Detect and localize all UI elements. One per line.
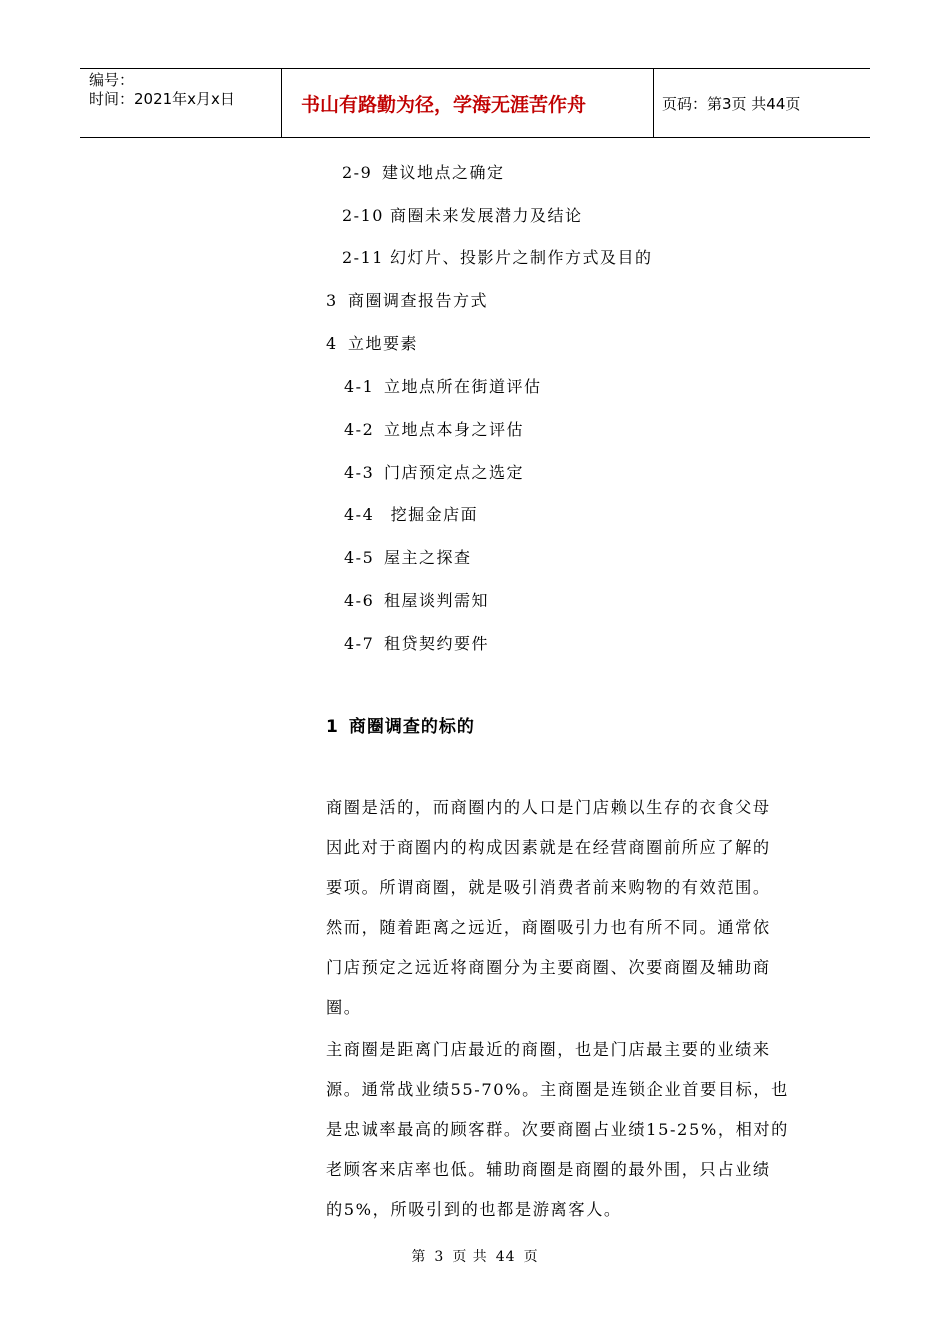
paragraph-line: 的5%，所吸引到的也都是游离客人。	[326, 1200, 622, 1219]
outline-item-number: 4-2	[344, 420, 375, 439]
paragraph-1	[326, 788, 816, 1028]
outline-item-text: 商圈未来发展潜力及结论	[390, 206, 583, 225]
outline-item	[326, 288, 488, 311]
paragraph-line: 源。通常战业绩55-70%。主商圈是连锁企业首要目标，也	[326, 1080, 789, 1099]
paragraph-line: 因此对于商圈内的构成因素就是在经营商圈前所应了解的	[326, 838, 771, 857]
outline-item-text: 立地点所在街道评估	[384, 377, 542, 396]
footer-mid: 页 共	[452, 1249, 488, 1265]
paragraph-line: 要项。所谓商圈，就是吸引消费者前来购物的有效范围。	[326, 878, 771, 897]
footer-page-number: 3	[434, 1249, 445, 1265]
outline-item	[342, 245, 653, 268]
outline-item	[344, 545, 472, 568]
outline-item-text: 租贷契约要件	[384, 634, 490, 653]
paragraph-line: 圈。	[326, 998, 362, 1017]
outline-item-number: 3	[326, 291, 338, 310]
footer-total-pages: 44	[495, 1249, 516, 1265]
outline-item	[342, 203, 583, 226]
header-page-label: 页码：第3页 共44页	[662, 94, 801, 113]
outline-item-text: 幻灯片、投影片之制作方式及目的	[390, 248, 653, 267]
outline-item-text: 立地点本身之评估	[384, 420, 525, 439]
outline-item-number: 2-9	[342, 163, 373, 182]
paragraph-line: 主商圈是距离门店最近的商圈，也是门店最主要的业绩来	[326, 1040, 771, 1059]
outline-item-text: 挖掘金店面	[384, 505, 479, 524]
header-meta	[80, 69, 281, 137]
paragraph-line: 商圈是活的，而商圈内的人口是门店赖以生存的衣食父母	[326, 798, 771, 817]
paragraph-line: 是忠诚率最高的顾客群。次要商圈占业绩15-25%，相对的	[326, 1120, 789, 1139]
document-header	[80, 68, 870, 138]
paragraph-2	[326, 1030, 816, 1230]
page-footer	[0, 1246, 950, 1266]
section-number: 1	[326, 717, 339, 737]
code-label: 编号：	[89, 71, 135, 89]
outline-item-number: 2-11	[342, 248, 384, 267]
outline-item-number: 4-7	[344, 634, 375, 653]
paragraph-line: 门店预定之远近将商圈分为主要商圈、次要商圈及辅助商	[326, 958, 771, 977]
outline-item	[342, 160, 505, 183]
outline-item	[344, 588, 489, 611]
outline-item-text: 门店预定点之选定	[384, 463, 525, 482]
outline-item-text: 建议地点之确定	[382, 163, 505, 182]
section-heading	[326, 712, 475, 737]
outline-item	[344, 631, 489, 654]
outline-item-number: 4-4	[344, 505, 375, 524]
time-label: 时间：2021年x月x日	[89, 90, 235, 108]
outline-item-text: 租屋谈判需知	[384, 591, 490, 610]
header-motto: 书山有路勤为径，学海无涯苦作舟	[281, 69, 654, 137]
paragraph-line: 然而，随着距离之远近，商圈吸引力也有所不同。通常依	[326, 918, 771, 937]
outline-item	[344, 374, 542, 397]
outline-item-number: 4-3	[344, 463, 375, 482]
outline-item	[344, 502, 478, 525]
outline-item	[344, 417, 524, 440]
footer-suffix: 页	[523, 1249, 539, 1265]
outline-item-text: 商圈调查报告方式	[348, 291, 489, 310]
outline-item-number: 4-1	[344, 377, 375, 396]
paragraph-line: 老顾客来店率也低。辅助商圈是商圈的最外围，只占业绩	[326, 1160, 771, 1179]
outline-item	[344, 460, 524, 483]
outline-item-number: 2-10	[342, 206, 384, 225]
outline-item-text: 屋主之探查	[384, 548, 472, 567]
outline-item-number: 4	[326, 334, 338, 353]
outline-item-number: 4-5	[344, 548, 375, 567]
footer-prefix: 第	[411, 1249, 427, 1265]
section-title: 商圈调查的标的	[348, 717, 475, 737]
outline-item-text: 立地要素	[348, 334, 419, 353]
outline-item-number: 4-6	[344, 591, 375, 610]
outline-item	[326, 331, 418, 354]
